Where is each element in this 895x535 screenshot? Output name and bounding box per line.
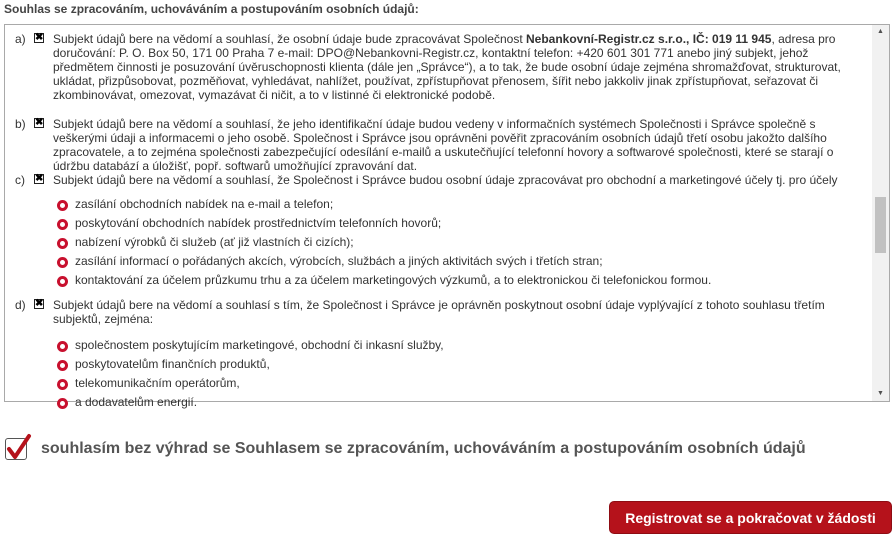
clause-letter: d) [15, 298, 26, 312]
clause-text: Subjekt údajů bere na vědomí a souhlasí, že jeho identifikační údaje budou vedeny v informačních systémech Společnosti i Správce společně s veškerými údaji a informacemi o jeho osobě. Společnost i Správce jsou oprávněni pověřit zpracováním osobních údajů třetí osobu jakožto dalšího zpracovatele, a to zejména společnosti zabezpečující odesílání e-mailů a uskutečňující telefonní hovory a softwarové společnosti, které se starají o údržbu databází a úložišť, popř. softwarů umožňující zpravování dat. [53, 117, 834, 173]
bullet-icon [57, 379, 68, 390]
register-continue-button[interactable]: Registrovat se a pokračovat v žádosti [609, 501, 892, 534]
bullet-icon [57, 341, 68, 352]
company-name: Nebankovní-Registr.cz s.r.o., IČ: 019 11 945 [525, 32, 772, 46]
clause-text [53, 32, 853, 102]
bullet-icon [57, 219, 68, 230]
clause-c-checkbox[interactable]: ✖ [35, 173, 44, 184]
page-title: Souhlas se zpracováním, uchováváním a postupováním osobních údajů: [4, 2, 419, 16]
list-item-text: telekomunikačním operátorům, [75, 376, 240, 390]
list-item [55, 393, 865, 412]
list-item-text: zasílání informací o pořádaných akcích, výrobcích, službách a jiných aktivitách svých i třetích stran; [75, 254, 603, 268]
scroll-up-icon[interactable]: ▲ [877, 28, 884, 35]
vertical-scrollbar[interactable] [872, 25, 889, 401]
clause-a-checkbox[interactable]: ✖ [35, 32, 44, 43]
list-item [55, 271, 865, 290]
consent-terms-content [5, 25, 873, 409]
consent-terms-box[interactable] [4, 24, 890, 409]
clause-letter: c) [15, 173, 25, 187]
scroll-thumb[interactable] [875, 197, 886, 253]
list-item-text: poskytovatelům finančních produktů, [75, 357, 270, 371]
clause-text: Subjekt údajů bere na vědomí a souhlasí s tím, že Společnost i Správce je oprávněn poskytnout osobní údaje vyplývající z tohoto souhlasu třetím subjektů, zejména: [53, 298, 825, 326]
list-item [55, 233, 865, 252]
list-item [55, 195, 865, 214]
checkmark-icon [5, 433, 33, 461]
clause-letter: b) [15, 117, 26, 131]
bullet-icon [57, 238, 68, 249]
list-item-text: poskytování obchodních nabídek prostřednictvím telefonních hovorů; [75, 216, 442, 230]
list-item-text: a dodavatelům energií. [75, 395, 198, 409]
third-party-list [55, 336, 865, 412]
clause-text-part: Subjekt údajů bere na vědomí a souhlasí, že osobní údaje bude zpracovávat Společnost [53, 32, 526, 46]
clause-text: Subjekt údajů bere na vědomí a souhlasí, že Společnost i Správce budou osobní údaje zpracovávat pro obchodní a marketingové účely tj. pro účely [53, 173, 838, 187]
consent-label[interactable]: souhlasím bez výhrad se Souhlasem se zpracováním, uchováváním a postupováním osobních údajů [41, 440, 806, 457]
bullet-icon [57, 276, 68, 287]
list-item-text: kontaktování za účelem průzkumu trhu a za účelem marketingových výzkumů, a to elektronickou či telefonickou formou. [75, 273, 712, 287]
list-item-text: společnostem poskytujícím marketingové, obchodní či inkasní služby, [75, 338, 444, 352]
scroll-down-icon[interactable]: ▼ [877, 390, 884, 397]
list-item-text: nabízení výrobků či služeb (ať již vlastních či cizích); [75, 235, 354, 249]
consent-checkbox[interactable] [5, 438, 27, 460]
bullet-icon [57, 257, 68, 268]
list-item [55, 374, 865, 393]
list-item [55, 214, 865, 233]
list-item [55, 355, 865, 374]
marketing-purposes-list [55, 195, 865, 290]
bullet-icon [57, 398, 68, 409]
clause-d-checkbox[interactable]: ✖ [35, 298, 44, 309]
clause-text-part: doručování: P. O. Box 50, 171 00 Praha 7 e-mail: DPO@Nebankovni-Registr.cz, kontaktní telefon: +420 601 301 771 anebo jiný subjekt, jehož předmětem činnosti je posuzování úvěruschopnosti klienta (dále jen „Správce“), a to tak, že bude osobní údaje zejména shromažďovat, strukturovat, ukládat, přizpůsobovat, pozměňovat, vyhledávat, nahlížet, používat, zpřístupňovat přenosem, šířit nebo jakkoliv jinak zpřístupňovat, seřazovat či zkombinovávat, omezovat, vymazávat či ničit, a to v listinné či elektronické podobě. [53, 46, 841, 102]
bullet-icon [57, 200, 68, 211]
clause-letter: a) [15, 32, 26, 46]
consent-checkbox-row[interactable] [5, 435, 806, 463]
bullet-icon [57, 360, 68, 371]
list-item [55, 252, 865, 271]
list-item-text: zasílání obchodních nabídek na e-mail a telefon; [75, 197, 334, 211]
clause-text-part: , adresa pro [771, 32, 836, 46]
clause-b-checkbox[interactable]: ✖ [35, 117, 44, 128]
list-item [55, 336, 865, 355]
